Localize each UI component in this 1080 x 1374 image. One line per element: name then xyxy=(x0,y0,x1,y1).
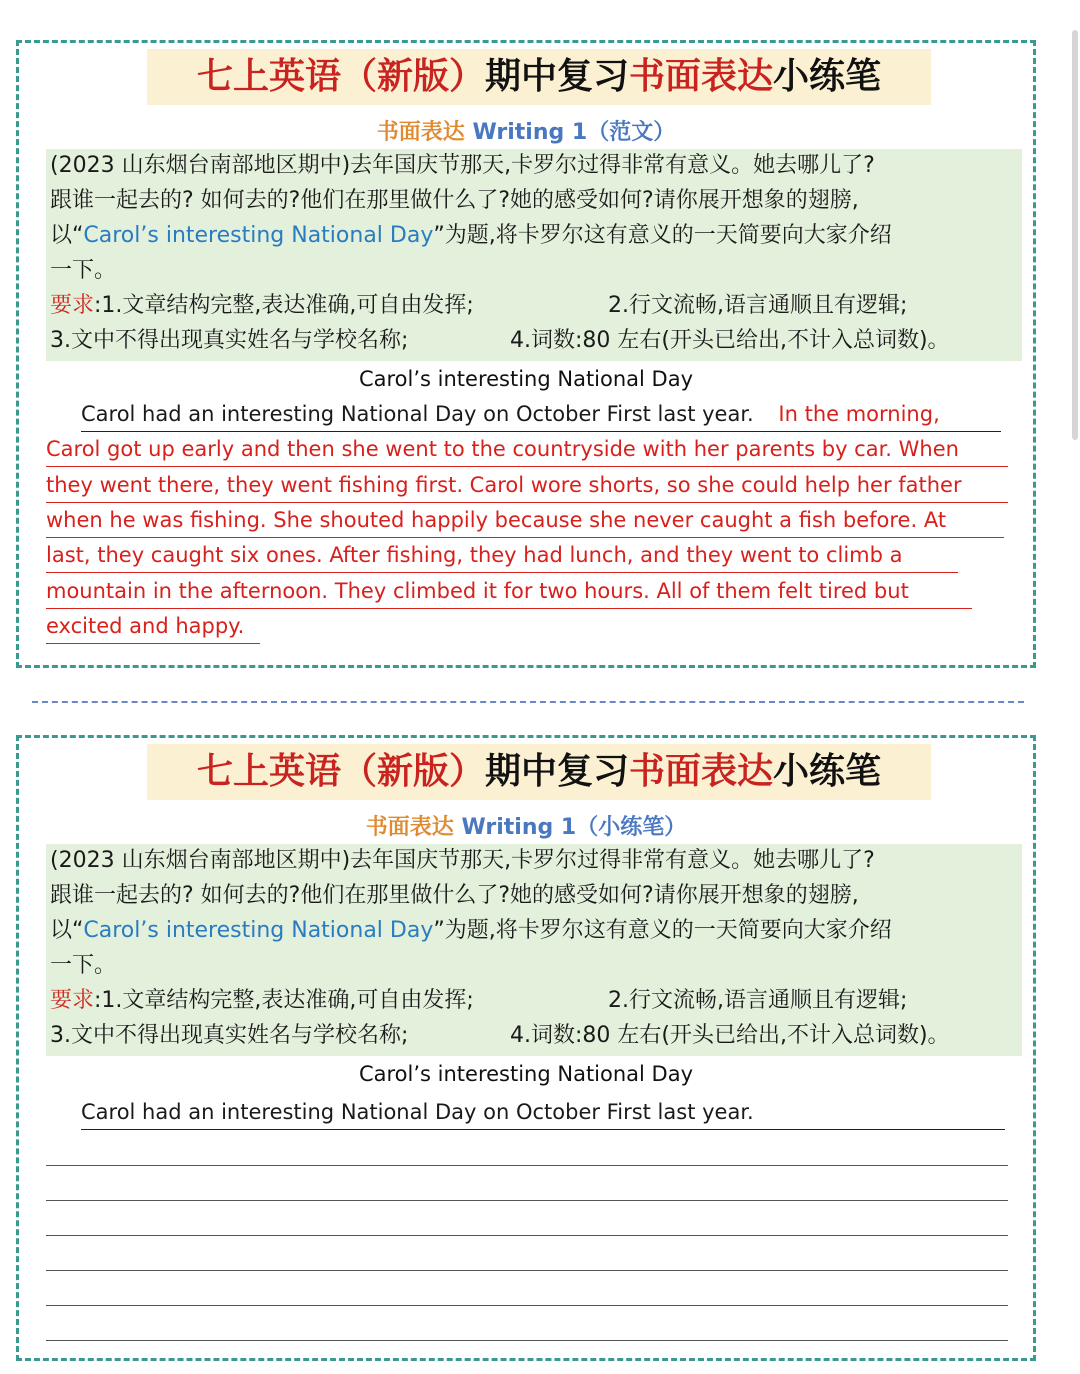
sample-line: Carol got up early and then she went to the countryside with her parents by car. When xyxy=(46,433,1008,467)
essay-opening: Carol had an interesting National Day on October First last year. xyxy=(81,1100,754,1124)
sample-line: excited and happy. xyxy=(46,610,260,644)
sample-line: last, they caught six ones. After fishing, they had lunch, and they went to climb a xyxy=(46,539,958,573)
prompt-line: 跟谁一起去的? 如何去的?他们在那里做什么了?她的感受如何?请你展开想象的翅膀, xyxy=(50,188,859,213)
sample-line: mountain in the afternoon. They climbed it for two hours. All of them felt tired but xyxy=(46,575,972,609)
requirement-item: 3.文中不得出现真实姓名与学校名称; xyxy=(50,328,409,353)
writing-line[interactable] xyxy=(46,1272,1008,1306)
essay-title: Carol’s interesting National Day xyxy=(358,1062,694,1086)
writing-line[interactable] xyxy=(46,1167,1008,1201)
requirement-item: 2.行文流畅,语言通顺且有逻辑; xyxy=(608,293,908,318)
prompt-line: 跟谁一起去的? 如何去的?他们在那里做什么了?她的感受如何?请你展开想象的翅膀, xyxy=(50,883,859,908)
topic-highlight: Carol’s interesting National Day xyxy=(83,918,434,943)
title-review: 期中复习 xyxy=(484,751,629,792)
requirements-line: 要求:1.文章结构完整,表达准确,可自由发挥; xyxy=(50,293,474,318)
page-title xyxy=(147,744,931,800)
writing-line[interactable] xyxy=(46,1237,1008,1271)
writing-prompt xyxy=(46,844,1022,1056)
subtitle-task: Writing 1（小练笔） xyxy=(461,815,687,840)
prompt-line: 以“Carol’s interesting National Day”为题,将卡罗尔这有意义的一天简要向大家介绍 xyxy=(50,223,892,248)
subtitle-task: Writing 1（范文） xyxy=(472,120,676,145)
requirement-item: 4.词数:80 左右(开头已给出,不计入总词数)。 xyxy=(510,328,950,353)
requirement-item: 4.词数:80 左右(开头已给出,不计入总词数)。 xyxy=(510,1023,950,1048)
title-grade: 七上英语（新版） xyxy=(196,751,485,792)
title-writing: 书面表达 xyxy=(629,751,774,792)
essay-opening-line xyxy=(81,1096,1005,1130)
essay-title: Carol’s interesting National Day xyxy=(358,367,694,391)
requirement-item: 2.行文流畅,语言通顺且有逻辑; xyxy=(608,988,908,1013)
sample-line: they went there, they went fishing first. Carol wore shorts, so she could help her father xyxy=(46,469,1008,503)
prompt-line: 一下。 xyxy=(50,258,117,283)
essay-opening-line xyxy=(81,398,1001,432)
essay-opening: Carol had an interesting National Day on October First last year. xyxy=(81,402,754,426)
writing-prompt xyxy=(46,149,1022,361)
page-title xyxy=(147,49,931,105)
title-grade: 七上英语（新版） xyxy=(196,56,485,97)
writing-line[interactable] xyxy=(46,1132,1008,1166)
scrollbar[interactable] xyxy=(1072,30,1078,440)
subtitle-category: 书面表达 xyxy=(365,815,454,840)
writing-line[interactable] xyxy=(46,1307,1008,1341)
prompt-line: 一下。 xyxy=(50,953,117,978)
sample-line: when he was fishing. She shouted happily because she never caught a fish before. At xyxy=(46,504,1004,538)
sample-essay-card xyxy=(16,40,1036,668)
title-review: 期中复习 xyxy=(484,56,629,97)
title-practice: 小练笔 xyxy=(773,56,882,97)
requirements-line: 要求:1.文章结构完整,表达准确,可自由发挥; xyxy=(50,988,474,1013)
subtitle-category: 书面表达 xyxy=(376,120,465,145)
requirements-label: 要求 xyxy=(50,293,95,318)
section-subtitle xyxy=(19,115,1033,146)
sample-text: In the morning, xyxy=(778,402,940,426)
title-writing: 书面表达 xyxy=(629,56,774,97)
title-practice: 小练笔 xyxy=(773,751,882,792)
prompt-line: 以“Carol’s interesting National Day”为题,将卡罗尔这有意义的一天简要向大家介绍 xyxy=(50,918,892,943)
section-subtitle xyxy=(19,810,1033,841)
writing-line[interactable] xyxy=(46,1202,1008,1236)
practice-card xyxy=(16,735,1036,1361)
requirement-item: 3.文中不得出现真实姓名与学校名称; xyxy=(50,1023,409,1048)
requirements-label: 要求 xyxy=(50,988,95,1013)
prompt-line: (2023 山东烟台南部地区期中)去年国庆节那天,卡罗尔过得非常有意义。她去哪儿了? xyxy=(50,848,875,873)
prompt-line: (2023 山东烟台南部地区期中)去年国庆节那天,卡罗尔过得非常有意义。她去哪儿了? xyxy=(50,153,875,178)
topic-highlight: Carol’s interesting National Day xyxy=(83,223,434,248)
section-divider xyxy=(32,701,1024,703)
